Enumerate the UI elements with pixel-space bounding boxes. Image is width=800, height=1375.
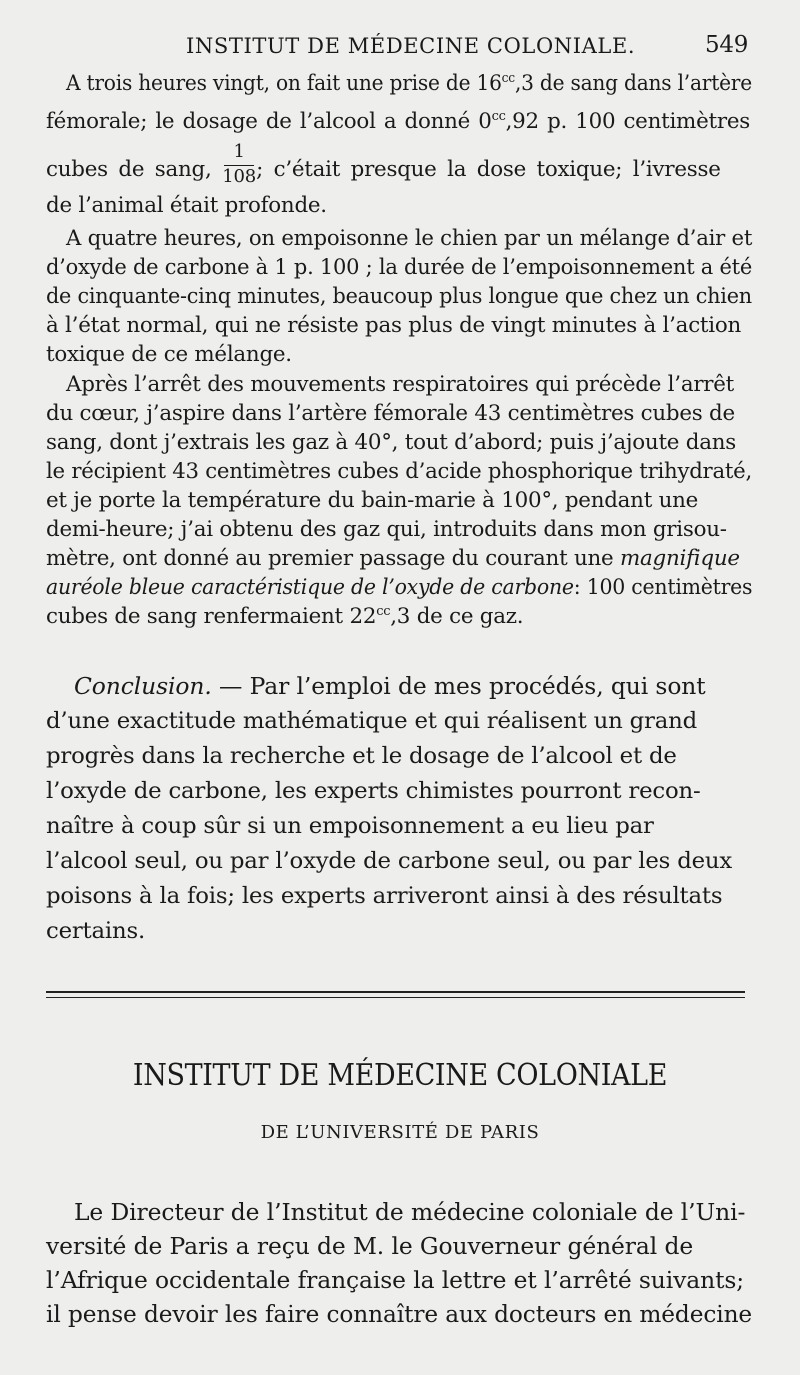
- p4-line-3: l’Afrique occidentale française la lettre et l’arrêté suivants;: [46, 1266, 745, 1294]
- section-title: INSTITUT DE MÉDECINE COLONIALE: [132, 1058, 668, 1093]
- p3-line-9: cubes de sang renfermaient $22^{cc},3$ de ce gaz.: [46, 603, 524, 629]
- p4-line-1: Le Directeur de l’Institut de médecine coloniale de l’Uni-: [74, 1198, 746, 1226]
- conclusion-line-8: certains.: [46, 918, 146, 944]
- p3-line-6: demi-heure; j’ai obtenu des gaz qui, introduits dans mon grisou-: [46, 517, 727, 542]
- p3-line-8: auréole bleue caractéristique de l’oxyde de carbone: 100 centimètres: [46, 575, 753, 600]
- p1-line-1: A trois heures vingt, on fait une prise de $16^{cc},3$ de sang dans l’artère: [66, 70, 752, 96]
- p1-line-3: cubes de sang, $\frac{1}{108}$ ; c’était presque la dose toxique; l’ivresse: [46, 141, 721, 187]
- p1-line-4: de l’animal était profonde.: [46, 193, 327, 218]
- conclusion-line-1: Conclusion. — Par l’emploi de mes procédés, qui sont: [74, 672, 706, 700]
- conclusion-label: Conclusion.: [74, 672, 212, 700]
- conclusion-line-3: progrès dans la recherche et le dosage de l’alcool et de: [46, 743, 677, 769]
- p3-line-7: mètre, ont donné au premier passage du courant une magnifique: [46, 546, 740, 571]
- p3-line-3: sang, dont j’extrais les gaz à 40°, tout d’abord; puis j’ajoute dans: [46, 430, 736, 455]
- conclusion-line-6: l’alcool seul, ou par l’oxyde de carbone seul, ou par les deux: [46, 848, 733, 874]
- conclusion-line-2: d’une exactitude mathématique et qui réalisent un grand: [46, 708, 698, 734]
- conclusion-line-7: poisons à la fois; les experts arriveront ainsi à des résultats: [46, 883, 723, 909]
- p1-line-2: fémorale; le dosage de l’alcool a donné $0^{cc},92$ p. 100 centimètres: [46, 108, 750, 134]
- p2-line-4: à l’état normal, qui ne résiste pas plus de vingt minutes à l’action: [46, 313, 742, 338]
- p3-line-2: du cœur, j’aspire dans l’artère fémorale 43 centimètres cubes de: [46, 401, 735, 426]
- p4-line-2: versité de Paris a reçu de M. le Gouverneur général de: [46, 1232, 694, 1260]
- p4-line-4: il pense devoir les faire connaître aux docteurs en médecine: [46, 1300, 753, 1328]
- section-divider-bottom: [46, 997, 745, 998]
- p2-line-2: d’oxyde de carbone à 1 p. 100 ; la durée de l’empoisonnement a été: [46, 255, 753, 280]
- conclusion-line-5: naître à coup sûr si un empoisonnement a eu lieu par: [46, 813, 654, 839]
- section-subtitle: DE L’UNIVERSITÉ DE PARIS: [260, 1122, 540, 1143]
- running-header-title: INSTITUT DE MÉDECINE COLONIALE.: [186, 34, 636, 58]
- p3-line-1: Après l’arrêt des mouvements respiratoires qui précède l’arrêt: [66, 372, 735, 397]
- conclusion-line-4: l’oxyde de carbone, les experts chimistes pourront recon-: [46, 778, 701, 804]
- p2-line-3: de cinquante-cinq minutes, beaucoup plus longue que chez un chien: [46, 284, 752, 309]
- page-number: 549: [705, 32, 749, 58]
- section-divider-top: [46, 991, 745, 993]
- p2-line-5: toxique de ce mélange.: [46, 342, 292, 367]
- p3-line-5: et je porte la température du bain-marie à 100°, pendant une: [46, 488, 699, 513]
- p2-line-1: A quatre heures, on empoisonne le chien par un mélange d’air et: [66, 226, 753, 251]
- p3-line-4: le récipient 43 centimètres cubes d’acide phosphorique trihydraté,: [46, 459, 752, 484]
- fraction: $\frac{1}{108}$: [222, 141, 256, 187]
